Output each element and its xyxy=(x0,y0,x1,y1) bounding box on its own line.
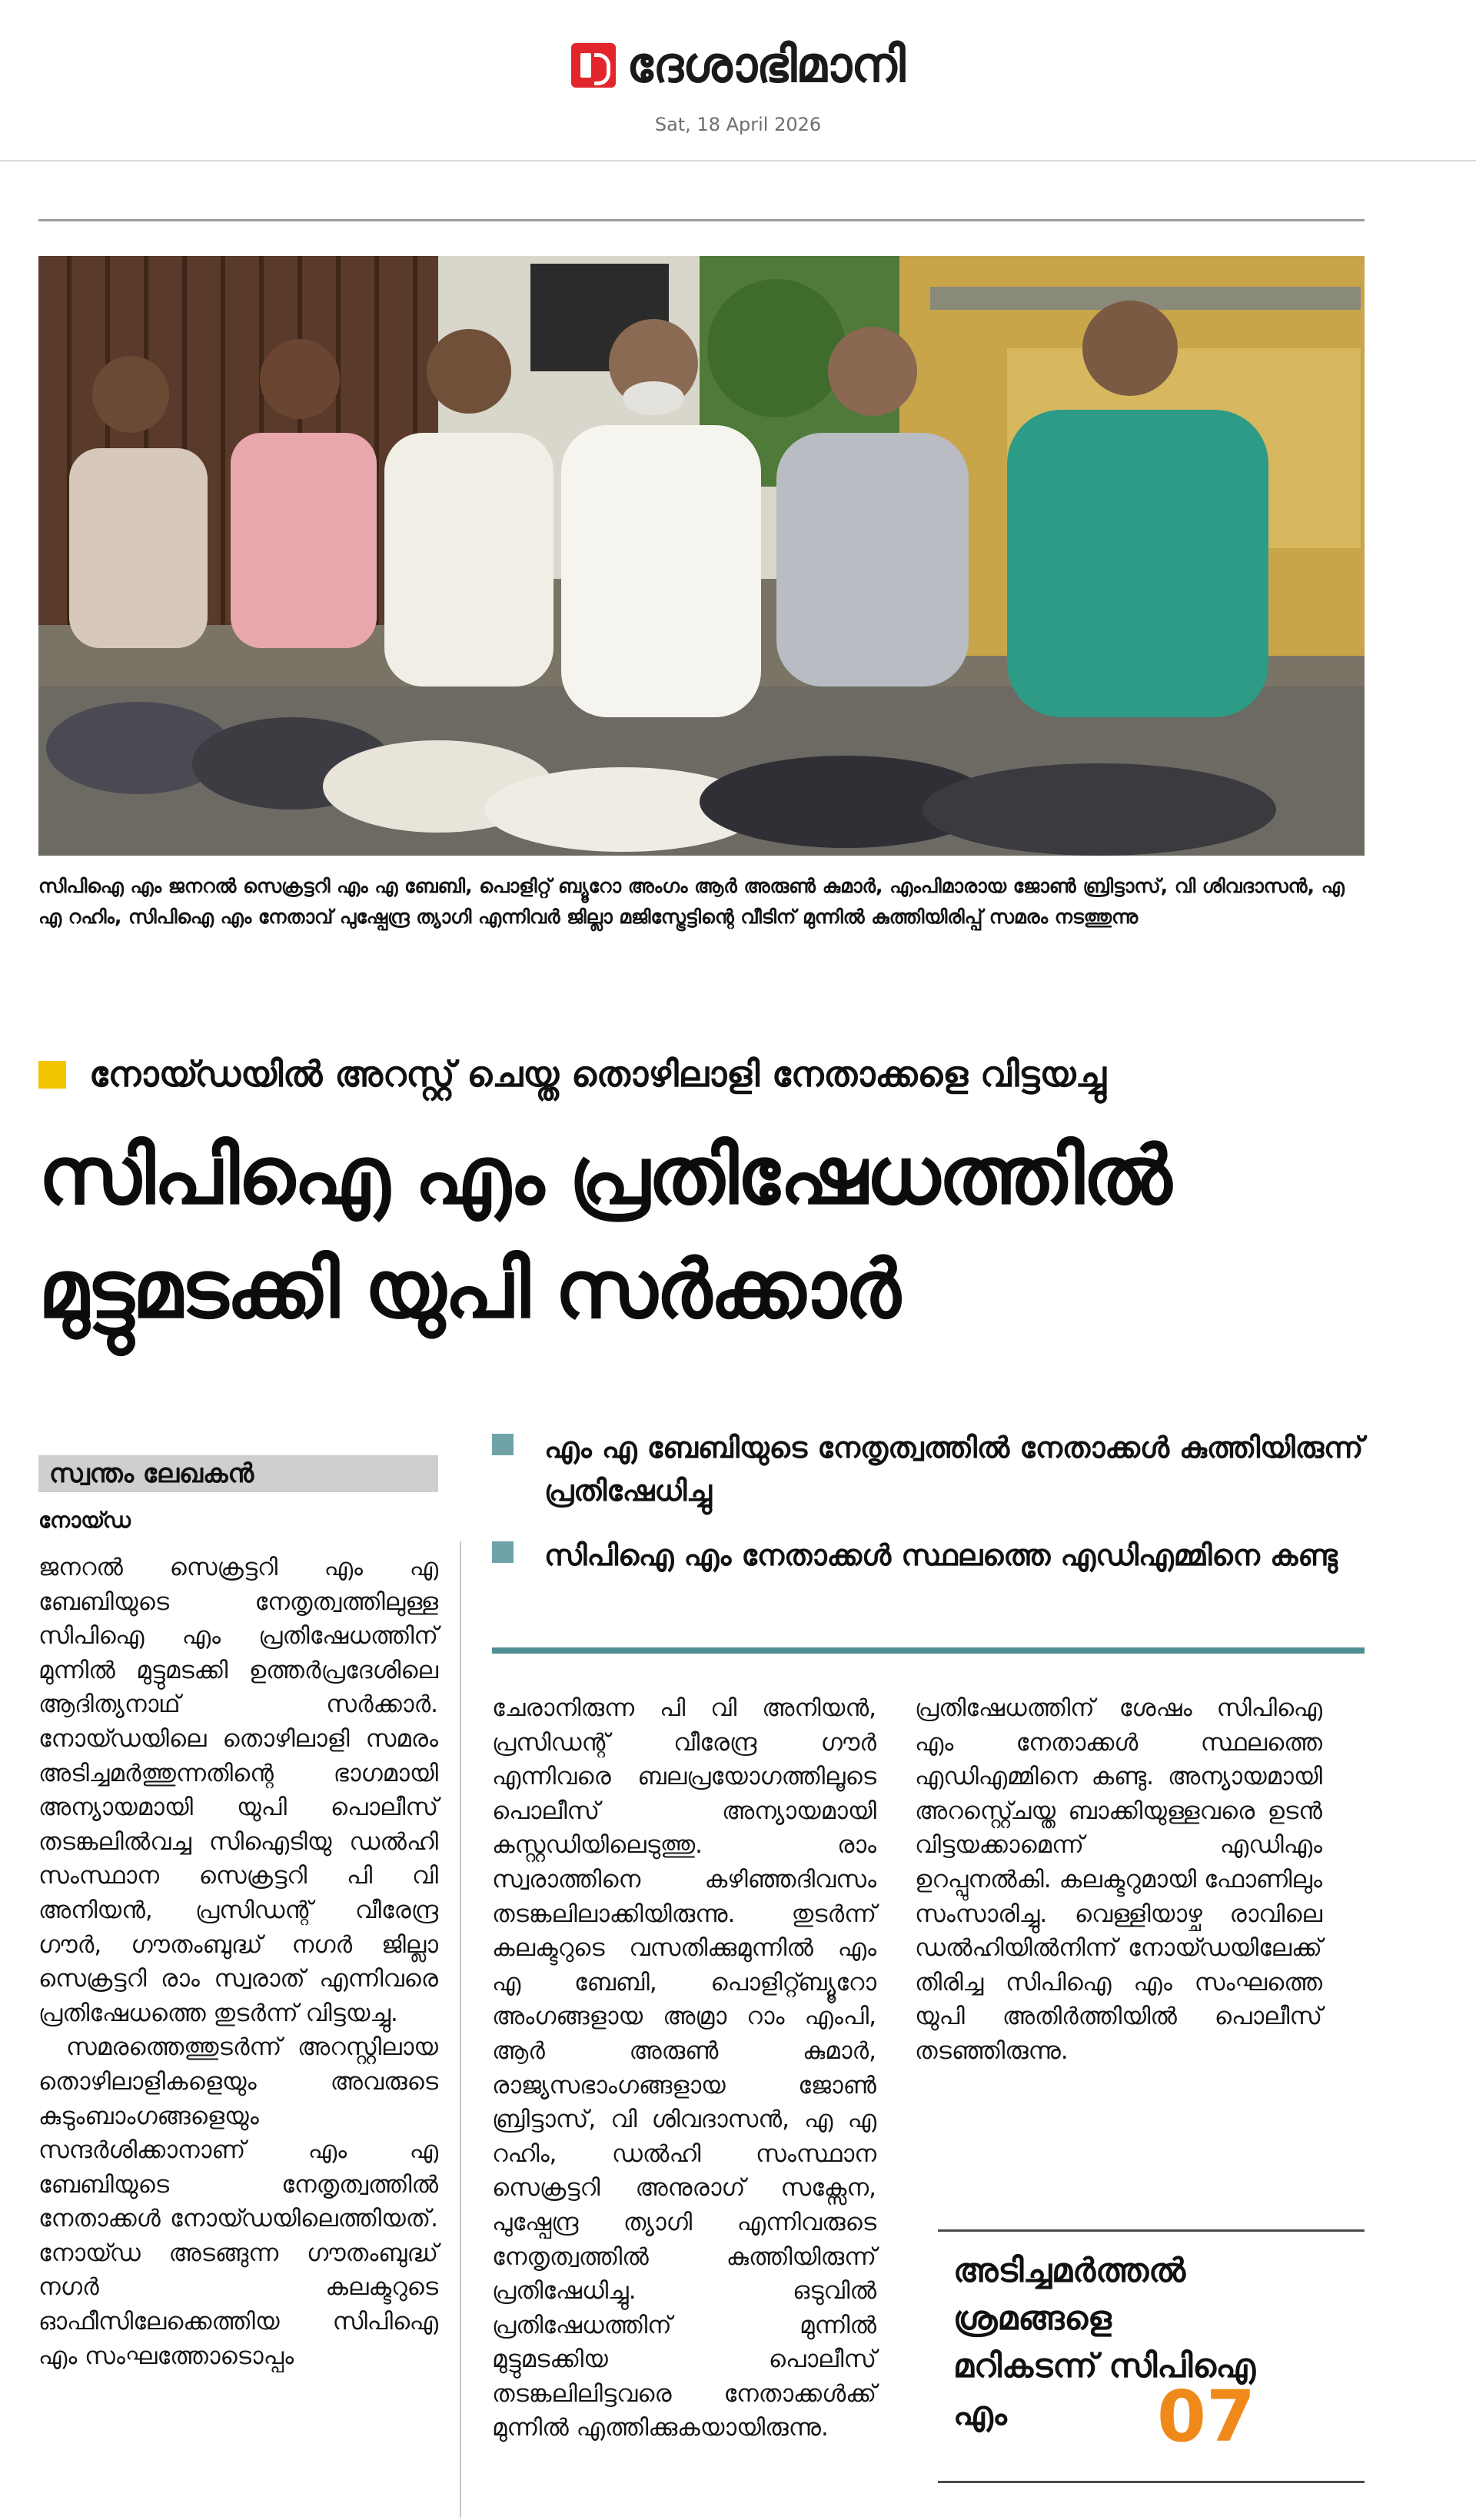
site-header xyxy=(0,0,1476,161)
deshabhimani-logo-icon xyxy=(571,43,616,88)
highlight-text: സിപിഐ എം നേതാക്കൾ സ്ഥലത്തെ എഡിഎമ്മിനെ കണ്ടു xyxy=(544,1538,1338,1572)
bullet-square-icon xyxy=(492,1434,514,1455)
related-headline[interactable]: അടിച്ചമർത്തൽ ശ്രമങ്ങളെ മറികടന്ന് സിപിഐ എം xyxy=(953,2252,1256,2433)
column-divider xyxy=(460,1541,461,2518)
related-top-divider xyxy=(938,2229,1365,2232)
article-paragraph: സമരത്തെത്തുടർന്ന് അറസ്റ്റിലായ തൊഴിലാളികളെയും അവരുടെ കുടുംബാംഗങ്ങളെയും സന്ദർശിക്കാനാണ് എം എ ബേബിയുടെ നേതൃത്വത്തിൽ നേതാക്കൾ നോയ്ഡയിലെത്തിയത്. നോയ്ഡ അടങ്ങുന്ന ഗൗതംബുദ്ധ് നഗർ കലക്ടറുടെ ഓഫീസിലേക്കെത്തിയ സിപിഐ എം സംഘത്തോടൊപ്പം xyxy=(38,2033,438,2370)
brand-name: ദേശാഭിമാനി xyxy=(627,37,905,94)
highlight-item xyxy=(492,1534,1365,1577)
protest-photo-illustration xyxy=(38,256,1365,856)
brand[interactable] xyxy=(0,31,1476,100)
kicker xyxy=(38,1048,1365,1102)
bullet-square-icon xyxy=(492,1541,514,1563)
headline xyxy=(38,1119,1365,1346)
related-bottom-divider xyxy=(938,2481,1365,2483)
photo-caption: സിപിഐ എം ജനറൽ സെക്രട്ടറി എം എ ബേബി, പൊളിറ്റ് ബ്യൂറോ അംഗം ആർ അരുൺ കുമാർ, എംപിമാരായ ജോൺ ബ്രിട്ടാസ്, വി ശിവദാസൻ, എ എ റഹിം, സിപിഐ എം നേതാവ് പുഷ്പേന്ദ്ര ത്യാഗി എന്നിവർ ജില്ലാ മജിസ്ട്രേട്ടിന്റെ വീടിന് മുന്നിൽ കുത്തിയിരിപ്പ് സമരം നടത്തുന്നു xyxy=(38,875,1345,928)
headline-line-2: മുട്ടുമടക്കി യുപി സർക്കാർ xyxy=(38,1242,899,1336)
highlights-divider xyxy=(492,1647,1365,1654)
kicker-text: നോയ്ഡയിൽ അറസ്റ്റ് ചെയ്ത തൊഴിലാളി നേതാക്കളെ വിട്ടയച്ചു xyxy=(89,1053,1106,1095)
headline-line-1: സിപിഐ എം പ്രതിഷേധത്തിൽ xyxy=(38,1129,1171,1222)
kicker-marker-icon xyxy=(38,1061,66,1089)
article-paragraph: ചേരാനിരുന്ന പി വി അനിയൻ, പ്രസിഡന്റ് വീരേന്ദ്ര ഗൗർ എന്നിവരെ ബലപ്രയോഗത്തിലൂടെ പൊലീസ് അന്യായമായി കസ്റ്റഡിയിലെടുത്തു. രാം സ്വരാത്തിനെ കഴിഞ്ഞദിവസം തടങ്കലിലാക്കിയിരുന്നു. തുടർന്ന് കലക്ടറുടെ വസതിക്കുമുന്നിൽ എം എ ബേബി, പൊളിറ്റ്ബ്യൂറോ അംഗങ്ങളായ അമ്രാ റാം എംപി, ആർ അരുൺ കുമാർ, രാജ്യസഭാംഗങ്ങളായ ജോൺ ബ്രിട്ടാസ്, വി ശിവദാസൻ, എ എ റഹിം, ഡൽഹി സംസ്ഥാന സെക്രട്ടറി അനുരാഗ് സക്സേന, പുഷ്പേന്ദ്ര ത്യാഗി എന്നിവരുടെ നേതൃത്വത്തിൽ കുത്തിയിരുന്ന് പ്രതിഷേധിച്ചു. ഒടുവിൽ പ്രതിഷേധത്തിന് മുന്നിൽ മുട്ടുമടക്കിയ പൊലീസ് തടങ്കലിലിട്ടവരെ നേതാക്കൾക്ക് മുന്നിൽ എത്തിക്കുകയായിരുന്നു. xyxy=(492,1694,876,2442)
article-paragraph: ജനറൽ സെക്രട്ടറി എം എ ബേബിയുടെ നേതൃത്വത്തിലുള്ള സിപിഐ എം പ്രതിഷേധത്തിന് മുന്നിൽ മുട്ടുമടക്കി ഉത്തർപ്രദേശിലെ ആദിത്യനാഥ് സർക്കാർ. നോയ്ഡയിലെ തൊഴിലാളി സമരം അടിച്ചമർത്തുന്നതിന്റെ ഭാഗമായി അന്യായമായി യുപി പൊലീസ് തടങ്കലിൽവച്ച സിഐടിയു ഡൽഹി സംസ്ഥാന സെക്രട്ടറി പി വി അനിയൻ, പ്രസിഡന്റ് വീരേന്ദ്ര ഗൗർ, ഗൗതംബുദ്ധ് നഗർ ജില്ലാ സെക്രട്ടറി രാം സ്വരാത് എന്നിവരെ പ്രതിഷേധത്തെ തുടർന്ന് വിട്ടയച്ചു. xyxy=(38,1554,438,2027)
highlight-item xyxy=(492,1426,1365,1512)
issue-date: Sat, 18 April 2026 xyxy=(654,114,822,135)
highlight-text: എം എ ബേബിയുടെ നേതൃത്വത്തിൽ നേതാക്കൾ കുത്തിയിരുന്ന് പ്രതിഷേധിച്ചു xyxy=(544,1431,1364,1508)
article-column-1 xyxy=(38,1551,438,2373)
newspaper-clipping xyxy=(38,219,1365,2520)
highlights xyxy=(492,1426,1365,1598)
article-paragraph: പ്രതിഷേധത്തിന് ശേഷം സിപിഐ എം നേതാക്കൾ സ്ഥലത്തെ എഡിഎമ്മിനെ കണ്ടു. അന്യായമായി അറസ്റ്റ്ചെയ്ത ബാക്കിയുള്ളവരെ ഉടൻ വിട്ടയക്കാമെന്ന് എഡിഎം ഉറപ്പുനൽകി. കലക്ടറുമായി ഫോണിലും സംസാരിച്ചു. വെള്ളിയാഴ്ച രാവിലെ ഡൽഹിയിൽനിന്ന് നോയ്ഡയിലേക്ക് തിരിച്ച സിപിഐ എം സംഘത്തെ യുപി അതിർത്തിയിൽ പൊലീസ് തടഞ്ഞിരുന്നു. xyxy=(915,1694,1322,2065)
article-column-2 xyxy=(492,1691,876,2445)
article-column-3 xyxy=(915,1691,1322,2069)
news-photo xyxy=(38,256,1365,856)
dateline: നോയ്ഡ xyxy=(38,1508,131,1533)
byline: സ്വന്തം ലേഖകൻ xyxy=(38,1455,438,1492)
top-divider xyxy=(38,219,1365,221)
page-number: 07 xyxy=(1157,2375,1256,2458)
